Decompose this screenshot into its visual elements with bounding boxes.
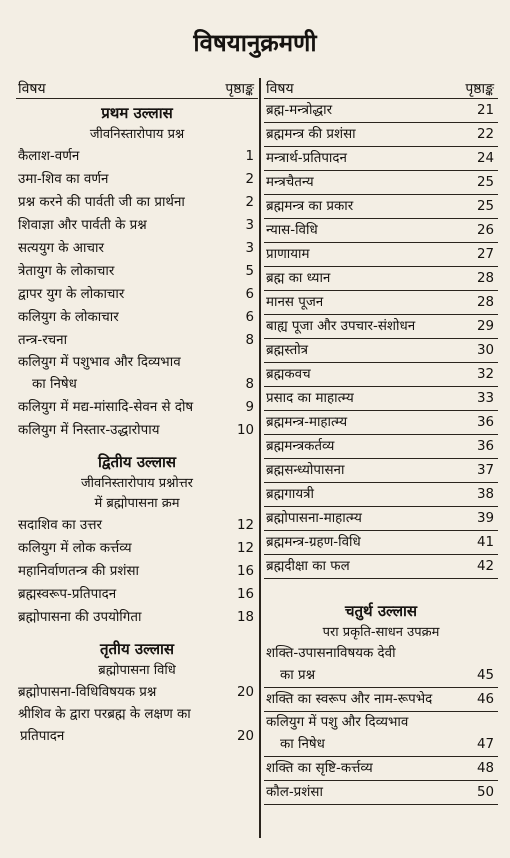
entry-page: 20 — [236, 685, 254, 700]
entry-page: 8 — [245, 377, 254, 392]
entry-title: प्राणायाम — [266, 247, 310, 262]
section-1-list — [16, 145, 258, 352]
toc-entry[interactable] — [264, 688, 498, 712]
section-3-title: तृतीय उल्लास — [99, 640, 175, 658]
entry-page: 50 — [476, 785, 494, 800]
entry-title: उमा-शिव का वर्णन — [18, 172, 109, 187]
toc-entry[interactable] — [16, 583, 258, 606]
toc-entry[interactable] — [264, 757, 498, 781]
entry-title-cont: का प्रश्न — [280, 668, 316, 683]
toc-entry[interactable] — [264, 507, 498, 531]
left-column — [16, 76, 258, 748]
section-2-subtitle-2: में ब्रह्मोपासना क्रम — [94, 496, 180, 511]
entry-page: 12 — [236, 541, 254, 556]
toc-entry[interactable] — [264, 643, 498, 688]
toc-entry[interactable] — [264, 387, 498, 411]
entry-page: 39 — [476, 511, 494, 526]
entry-page: 46 — [476, 692, 494, 707]
entry-page: 6 — [245, 287, 254, 302]
entry-page: 5 — [245, 264, 254, 279]
toc-entry[interactable] — [16, 260, 258, 283]
entry-page: 42 — [476, 559, 494, 574]
toc-entry[interactable] — [16, 329, 258, 352]
toc-entry[interactable] — [264, 435, 498, 459]
entry-page: 32 — [476, 367, 494, 382]
toc-entry[interactable] — [16, 681, 258, 704]
toc-entry[interactable] — [16, 704, 258, 748]
entry-page: 27 — [476, 247, 494, 262]
toc-entry[interactable] — [16, 419, 258, 442]
entry-page: 36 — [476, 415, 494, 430]
entry-title: शक्ति का स्वरूप और नाम-रूपभेद — [266, 692, 433, 707]
entry-title: ब्रह्मोपासना-माहात्म्य — [266, 511, 362, 526]
toc-entry[interactable] — [264, 147, 498, 171]
section-2-list — [16, 514, 258, 629]
section-1-list-2 — [16, 396, 258, 442]
toc-entry[interactable] — [16, 606, 258, 629]
entry-title: न्यास-विधि — [266, 223, 318, 238]
section-4-list — [264, 757, 498, 805]
entry-page: 12 — [236, 518, 254, 533]
entry-title: कौल-प्रशंसा — [266, 785, 323, 800]
entry-title: सत्ययुग के आचार — [18, 241, 104, 256]
column-divider — [259, 78, 261, 838]
entry-title: ब्रह्म का ध्यान — [266, 271, 331, 286]
entry-title: ब्रह्ममन्त्र-माहात्म्य — [266, 415, 348, 430]
right-list — [264, 99, 498, 579]
toc-entry[interactable] — [16, 352, 258, 396]
entry-title: मन्त्रचैतन्य — [266, 175, 314, 190]
entry-title-cont: का निषेध — [280, 737, 325, 752]
section-3-list — [16, 681, 258, 704]
subject-header: विषय — [266, 81, 294, 97]
entry-page: 48 — [476, 761, 494, 776]
entry-page: 30 — [476, 343, 494, 358]
toc-entry[interactable] — [264, 363, 498, 387]
toc-entry[interactable] — [264, 195, 498, 219]
entry-title: सदाशिव का उत्तर — [18, 518, 102, 533]
entry-page: 8 — [245, 333, 254, 348]
entry-title: कलियुग में पशुभाव और दिव्यभाव — [18, 355, 181, 370]
left-column-header — [16, 76, 258, 99]
entry-page: 2 — [245, 172, 254, 187]
entry-page: 28 — [476, 271, 494, 286]
toc-entry[interactable] — [264, 411, 498, 435]
entry-page: 18 — [236, 610, 254, 625]
entry-page: 16 — [236, 564, 254, 579]
entry-title: कलियुग में मद्य-मांसादि-सेवन से दोष — [18, 400, 194, 415]
section-1-subtitle: जीवनिस्तारोपाय प्रश्न — [89, 127, 185, 142]
toc-entry[interactable] — [264, 555, 498, 579]
entry-title: ब्रह्ममन्त्र की प्रशंसा — [266, 127, 356, 142]
entry-title: मन्त्रार्थ-प्रतिपादन — [266, 151, 347, 166]
toc-entry[interactable] — [16, 306, 258, 329]
entry-page: 33 — [476, 391, 494, 406]
entry-title: कलियुग के लोकाचार — [18, 310, 119, 325]
entry-page: 25 — [476, 175, 494, 190]
entry-title: शक्ति का सृष्टि-कर्त्तव्य — [266, 761, 373, 776]
toc-entry[interactable] — [16, 145, 258, 168]
entry-title-cont: का निषेध — [32, 377, 77, 392]
entry-title: ब्रह्मदीक्षा का फल — [266, 559, 350, 574]
page-header: पृष्ठाङ्क — [465, 81, 494, 97]
entry-page: 10 — [236, 423, 254, 438]
section-4-title: चतुर्थ उल्लास — [344, 602, 418, 620]
section-2-subtitle: जीवनिस्तारोपाय प्रश्नोत्तर — [80, 476, 194, 491]
entry-title: ब्रह्मोपासना-विधिविषयक प्रश्न — [18, 685, 157, 700]
entry-title: शिवाज्ञा और पार्वती के प्रश्न — [18, 218, 147, 233]
toc-entry[interactable] — [16, 237, 258, 260]
entry-title: ब्रह्मोपासना की उपयोगिता — [18, 610, 142, 625]
entry-page: 9 — [245, 400, 254, 415]
entry-page: 36 — [476, 439, 494, 454]
entry-page: 38 — [476, 487, 494, 502]
entry-page: 47 — [476, 737, 494, 752]
toc-entry[interactable] — [16, 168, 258, 191]
toc-entry[interactable] — [16, 283, 258, 306]
entry-page: 3 — [245, 218, 254, 233]
toc-entry[interactable] — [264, 219, 498, 243]
entry-page: 26 — [476, 223, 494, 238]
toc-entry[interactable] — [16, 191, 258, 214]
toc-entry[interactable] — [264, 781, 498, 805]
entry-title: महानिर्वाणतन्त्र की प्रशंसा — [18, 564, 139, 579]
toc-entry[interactable] — [16, 214, 258, 237]
entry-page: 28 — [476, 295, 494, 310]
section-1-title: प्रथम उल्लास — [101, 104, 173, 122]
entry-title: ब्रह्मकवच — [266, 367, 311, 382]
subject-header: विषय — [18, 81, 46, 97]
entry-page: 37 — [476, 463, 494, 478]
entry-title: ब्रह्ममन्त्रकर्तव्य — [266, 439, 335, 454]
entry-title-cont: प्रतिपादन — [20, 729, 65, 744]
toc-entry[interactable] — [264, 123, 498, 147]
entry-title: बाह्य पूजा और उपचार-संशोधन — [266, 319, 416, 334]
entry-title: प्रश्न करने की पार्वती जी का प्रार्थना — [18, 195, 185, 210]
entry-title: त्रेतायुग के लोकाचार — [18, 264, 115, 279]
entry-page: 20 — [236, 729, 254, 744]
right-column-header — [264, 76, 498, 99]
toc-entry[interactable] — [264, 459, 498, 483]
entry-title: ब्रह्मस्तोत्र — [266, 343, 309, 358]
section-2-title: द्वितीय उल्लास — [97, 453, 177, 471]
toc-entry[interactable] — [264, 483, 498, 507]
entry-title: ब्रह्ममन्त्र का प्रकार — [266, 199, 354, 214]
entry-page: 24 — [476, 151, 494, 166]
entry-title: कलियुग में पशु और दिव्यभाव — [266, 715, 409, 730]
toc-entry[interactable] — [264, 291, 498, 315]
entry-title: कलियुग में निस्तार-उद्धारोपाय — [18, 423, 160, 438]
toc-entry[interactable] — [264, 243, 498, 267]
toc-entry[interactable] — [16, 560, 258, 583]
entry-title: श्रीशिव के द्वारा परब्रह्म के लक्षण का — [18, 707, 191, 722]
toc-entry[interactable] — [264, 99, 498, 123]
toc-entry[interactable] — [264, 315, 498, 339]
entry-page: 2 — [245, 195, 254, 210]
toc-entry[interactable] — [16, 537, 258, 560]
entry-page: 16 — [236, 587, 254, 602]
toc-entry[interactable] — [264, 531, 498, 555]
toc-entry[interactable] — [264, 339, 498, 363]
toc-entry[interactable] — [264, 712, 498, 757]
entry-page: 29 — [476, 319, 494, 334]
entry-page: 3 — [245, 241, 254, 256]
entry-title: शक्ति-उपासनाविषयक देवी — [266, 646, 396, 661]
entry-title: ब्रह्ममन्त्र-ग्रहण-विधि — [266, 535, 361, 550]
entry-title: कैलाश-वर्णन — [18, 149, 80, 164]
entry-title: ब्रह्मस्वरूप-प्रतिपादन — [18, 587, 117, 602]
entry-title: ब्रह्मगायत्री — [266, 487, 315, 502]
entry-page: 1 — [245, 149, 254, 164]
entry-page: 22 — [476, 127, 494, 142]
section-4-subtitle: परा प्रकृति-साधन उपक्रम — [322, 625, 440, 640]
entry-page: 6 — [245, 310, 254, 325]
entry-title: प्रसाद का माहात्म्य — [266, 391, 354, 406]
entry-page: 21 — [476, 103, 494, 118]
entry-title: मानस पूजन — [266, 295, 324, 310]
toc-entry[interactable] — [264, 267, 498, 291]
entry-page: 25 — [476, 199, 494, 214]
entry-page: 41 — [476, 535, 494, 550]
right-column — [264, 76, 498, 805]
entry-title: द्वापर युग के लोकाचार — [18, 287, 125, 302]
entry-title: कलियुग में लोक कर्त्तव्य — [18, 541, 132, 556]
toc-entry[interactable] — [16, 514, 258, 537]
toc-entry[interactable] — [16, 396, 258, 419]
entry-title: तन्त्र-रचना — [18, 333, 68, 348]
section-3-subtitle: ब्रह्मोपासना विधि — [98, 663, 176, 678]
entry-page: 45 — [476, 668, 494, 683]
toc-entry[interactable] — [264, 171, 498, 195]
page-header: पृष्ठाङ्क — [225, 81, 254, 97]
entry-title: ब्रह्मसन्ध्योपासना — [266, 463, 345, 478]
page-title: विषयानुक्रमणी — [193, 29, 317, 57]
entry-title: ब्रह्म-मन्त्रोद्धार — [266, 103, 333, 118]
